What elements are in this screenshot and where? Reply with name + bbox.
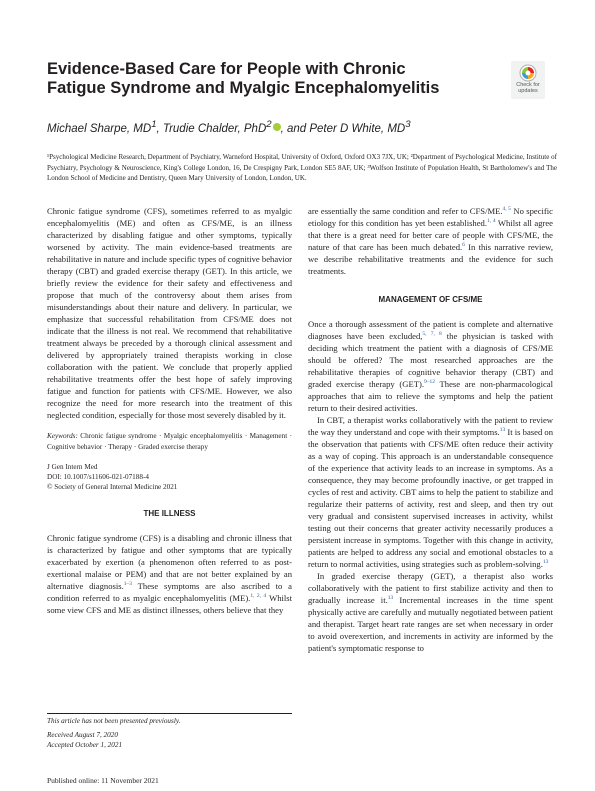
article-title: Evidence-Based Care for People with Chronic Fatigue Syndrome and Myalgic Encephalomyelitis [47, 60, 440, 97]
author-affiliation-mark: 3 [405, 119, 411, 130]
crossmark-label-2: updates [518, 88, 538, 94]
check-for-updates-badge[interactable] [511, 61, 545, 99]
paragraph-text: In CBT, a therapist works collaboratively with the patient to review the way they understand and cope with their symptoms. [308, 415, 553, 437]
paragraph-text: Incremental increases in the time spent physically active are carefully and mutually negotiated between patient and therapist. Target heart rate ranges are set when necessary in order to avoid overexertion, and increments in activity are informed by the patient's symptomatic response to [308, 595, 554, 653]
received-date: Received August 7, 2020 [47, 730, 118, 739]
journal-info [47, 462, 292, 492]
citation-link[interactable]: 6 [462, 242, 465, 249]
author-name[interactable]: Trudie Chalder, PhD [162, 122, 267, 135]
author-name[interactable]: Michael Sharpe, MD [47, 122, 152, 135]
paragraph-text: These are non-pharmacological approaches that aim to relieve the symptoms and help the patient return to their desired activities. [308, 379, 553, 413]
paragraph-text: No specific etiology for this condition has yet been established. [308, 206, 553, 228]
citation-link[interactable]: 1, 4 [486, 218, 496, 225]
citation-link[interactable]: 13 [499, 427, 506, 434]
author-list: Michael Sharpe, $MD^1$, Trudie Chalder, PhD$^2$ , and Peter D White, $MD^3$ [47, 119, 411, 135]
journal-name: J Gen Intern Med [47, 463, 98, 471]
published-date: Published online: 11 November 2021 [47, 776, 159, 785]
cbt-paragraph [308, 414, 553, 570]
paragraph-text: Once a thorough assessment of the patient is complete and alternative diagnoses have been excluded, [308, 319, 553, 341]
paragraph-text: It is based on the observation that patients with CFS/ME often reduce their activity as a way of coping. This approach is an understandable consequence of the experience that activity leads to an increase in symptoms. As a consequence, they may become profoundly inactive, or get trapped in cycles of rest and activity. CBT aims to help the patient to stabilize and regularize their patterns of activity, rest and sleep, and then try out very gradual and consistent supervised increases in activity, whilst testing out their concerns that greater activity necessarily produces a persistent increase in symptoms. Together with this change in activity, patients are helped to address any social and emotional obstacles to a return to normal activities, using strategies such as problem-solving. [308, 427, 553, 569]
citation-link[interactable]: 1, 2, 4 [250, 593, 267, 600]
citation-link[interactable]: 1–3 [123, 581, 132, 588]
author-affiliation-mark: 1 [151, 119, 157, 130]
copyright: © Society of General Internal Medicine 2021 [47, 483, 178, 491]
section-heading-management: MANAGEMENT OF CFS/ME [378, 295, 483, 304]
illness-paragraph [47, 532, 292, 616]
citation-link[interactable]: 13 [387, 595, 394, 602]
keywords-list: Chronic fatigue syndrome · Myalgic encephalomyelitis · Management · Cognitive behavior · Therapy · Graded exercise therapy [47, 432, 292, 451]
citation-link[interactable]: 9–12 [424, 379, 435, 386]
left-column [47, 205, 292, 616]
paragraph-text: the physician is tasked with deciding which treatment the patient with a diagnosis of CFS/ME should be offered? The most researched approaches are the rehabilitative therapies of cognitive behavior therapy (CBT) and graded exercise therapy (GET). [308, 331, 554, 389]
paragraph-text: are essentially the same condition and refer to CFS/ME. [308, 206, 503, 216]
citation-link[interactable]: 5, 7, 8 [422, 331, 442, 338]
paragraph-text: Whilst some view CFS and ME as distinct illnesses, others believe that they [47, 593, 292, 615]
keywords-label: Keywords: [47, 432, 78, 440]
right-column [308, 205, 553, 654]
section-heading-illness: THE ILLNESS [143, 509, 196, 518]
paragraph-text: In graded exercise therapy (GET), a therapist also works collaboratively with the patient to first stabilize activity and then to gradually increase it. [308, 571, 553, 605]
presentation-note: This article has not been presented previously. [47, 717, 181, 725]
keywords [47, 431, 292, 452]
affiliations: ¹Psychological Medicine Research, Department of Psychiatry, Warneford Hospital, University of Oxford, Oxford OX3 7JX, UK; ²Department of Psychological Medicine, Institute of Psychiatry, Psychology & Neuroscience, King's College London, 16, De Crespigny Park, London SE5 8AF, UK; ³Wolfson Institute of Population Health, St Bartholomew's and The London School of Medicine and Dentistry, Queen Mary University of London, London, UK. [47, 153, 557, 182]
get-paragraph [308, 570, 553, 654]
author-name[interactable]: and Peter D White, MD [286, 122, 406, 135]
crossmark-icon [519, 64, 537, 82]
article-footnote [47, 713, 292, 751]
paragraph-text: Whilst all agree that there is a great need for better care of people with CFS/ME, the nature of that care has been much debated. [308, 218, 553, 252]
paragraph-text: These symptoms are also ascribed to a condition referred to as myalgic encephalomyelitis (ME). [47, 581, 292, 603]
doi-link[interactable]: DOI: 10.1007/s11606-021-07188-4 [47, 473, 149, 481]
accepted-date: Accepted October 1, 2021 [47, 741, 123, 749]
crossmark-label-1: Check for [516, 82, 540, 88]
citation-link[interactable]: 4, 5 [502, 206, 511, 213]
abstract: Chronic fatigue syndrome (CFS), sometimes referred to as myalgic encephalomyelitis (ME) and often as CFS/ME, is an illness characterized by disabling fatigue and other symptoms, typically worsened by activity. The main evidence-based treatments are rehabilitative in nature and include specific types of cognitive behavior therapy (CBT) and graded exercise therapy (GET). In this article, we briefly review the evidence for their safety and effectiveness and propose that much of the controversy about them arises from misunderstandings about their nature and delivery. In particular, we emphasize that successful rehabilitation from CFS/ME does not indicate that the illness is not real. We recommend that rehabilitative treatment always be preceded by a thorough clinical assessment and delivered by appropriately trained therapists working in close collaboration with the patient. We conclude that properly applied rehabilitative treatments offer the best hope of safely improving fatigue and function for patients with CFS/ME. However, we also recognize the need for more research into the treatment of this neglected condition, especially for those most severely disabled by it. [47, 206, 292, 420]
citation-link[interactable]: 13 [542, 559, 549, 566]
paragraph-text: Chronic fatigue syndrome (CFS) is a disabling and chronic illness that is characterized by fatigue and other symptoms that are typically exacerbated by exertion (a phenomenon often referred to as post-exertional malaise or PEM) and that are not better explained by an alternative diagnosis. [47, 533, 292, 591]
management-paragraph [308, 318, 553, 414]
orcid-icon[interactable] [273, 123, 281, 131]
intro-paragraph [308, 205, 553, 277]
paragraph-text: In this narrative review, we describe rehabilitative treatments and the evidence for such treatments. [308, 242, 553, 276]
author-affiliation-mark: 2 [266, 119, 272, 130]
